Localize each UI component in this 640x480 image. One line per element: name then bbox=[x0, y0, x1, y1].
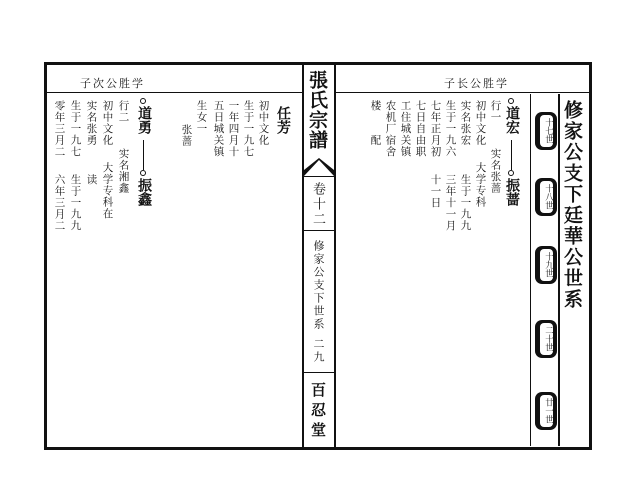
person-name: 道宏 bbox=[504, 106, 520, 134]
person-name: 道勇 bbox=[136, 106, 152, 134]
generation-label: 二十世 bbox=[540, 323, 553, 355]
generation-tag-21 bbox=[535, 392, 557, 430]
person-detail: 生于一九九 bbox=[459, 174, 472, 232]
person-detail: 实名张宏 bbox=[459, 100, 472, 146]
person-detail: 五日城关镇 bbox=[212, 100, 225, 158]
spine-section: 修家公支下世系 bbox=[312, 240, 325, 331]
person-detail: 初中文化 bbox=[257, 100, 270, 146]
person-detail: 工住城关镇 bbox=[399, 100, 412, 158]
person-name: 振蔷 bbox=[504, 178, 520, 206]
generation-column-border bbox=[530, 94, 531, 446]
lineage-connector bbox=[511, 140, 512, 170]
spine-rule-3 bbox=[304, 372, 334, 373]
person-detail: 十一日 bbox=[429, 174, 442, 209]
person-detail: 张蔷 bbox=[180, 124, 193, 147]
lineage-node bbox=[508, 98, 514, 104]
title-column-border bbox=[558, 94, 560, 446]
person-detail: 实名张蔷 bbox=[489, 148, 502, 194]
person-detail: 三年十一月 bbox=[444, 174, 457, 232]
generation-tag-20 bbox=[535, 320, 557, 358]
left-branch-header: 子次公胜学 bbox=[80, 77, 145, 90]
person-detail: 初中文化 bbox=[101, 100, 114, 146]
person-detail: 大学专科 bbox=[474, 162, 487, 208]
spine-right-border bbox=[334, 64, 336, 448]
person-detail: 生于一九七 bbox=[242, 100, 255, 158]
person-detail: 七日自由职 bbox=[414, 100, 427, 158]
person-detail: 生于一九九 bbox=[69, 174, 82, 232]
volume-label: 卷十二 bbox=[310, 182, 325, 227]
person-detail: 农机厂宿舍 bbox=[384, 100, 397, 158]
person-detail: 楼 配 bbox=[369, 100, 382, 146]
spine-left-border bbox=[302, 64, 304, 448]
person-detail: 实名张勇 bbox=[85, 100, 98, 146]
spine-rule-2 bbox=[304, 230, 334, 231]
person-name: 任芳 bbox=[275, 106, 291, 134]
person-detail: 六年三月二 bbox=[53, 174, 66, 232]
generation-tag-17 bbox=[535, 112, 557, 150]
generation-tag-18 bbox=[535, 178, 557, 216]
right-header-rule bbox=[336, 92, 589, 93]
spine-rule-1 bbox=[304, 176, 334, 177]
generation-label: 十七世 bbox=[540, 115, 553, 147]
generation-label: 廿一世 bbox=[540, 395, 553, 427]
generation-tag-19 bbox=[535, 246, 557, 284]
left-header-rule bbox=[47, 92, 302, 93]
person-detail: 七年正月初 bbox=[429, 100, 442, 158]
generation-label: 十九世 bbox=[540, 249, 553, 281]
lineage-node bbox=[140, 98, 146, 104]
fishtail-mark bbox=[304, 158, 334, 176]
lineage-connector bbox=[143, 140, 144, 170]
person-detail: 行二 bbox=[117, 100, 130, 123]
person-detail: 零年三月二 bbox=[53, 100, 66, 158]
person-detail: 生女一 bbox=[195, 100, 208, 135]
person-name: 振鑫 bbox=[136, 178, 152, 206]
person-detail: 行一 bbox=[489, 100, 502, 123]
person-detail: 实名湘鑫 bbox=[117, 148, 130, 194]
section-title: 修家公支下廷華公世系 bbox=[561, 100, 583, 310]
person-detail: 一年四月十 bbox=[227, 100, 240, 158]
spine-page-number: 二九 bbox=[312, 338, 325, 364]
lineage-node bbox=[508, 170, 514, 176]
generation-label: 十八世 bbox=[540, 181, 553, 213]
person-detail: 生于一九七 bbox=[69, 100, 82, 158]
person-detail: 生于一九六 bbox=[444, 100, 457, 158]
book-title: 張氏宗譜 bbox=[306, 70, 328, 150]
person-detail: 读 bbox=[85, 174, 98, 186]
person-detail: 初中文化 bbox=[474, 100, 487, 146]
lineage-node bbox=[140, 170, 146, 176]
person-detail: 大学专科在 bbox=[101, 162, 114, 220]
hall-name: 百忍堂 bbox=[309, 382, 327, 442]
right-branch-header: 子长公胜学 bbox=[444, 77, 509, 90]
